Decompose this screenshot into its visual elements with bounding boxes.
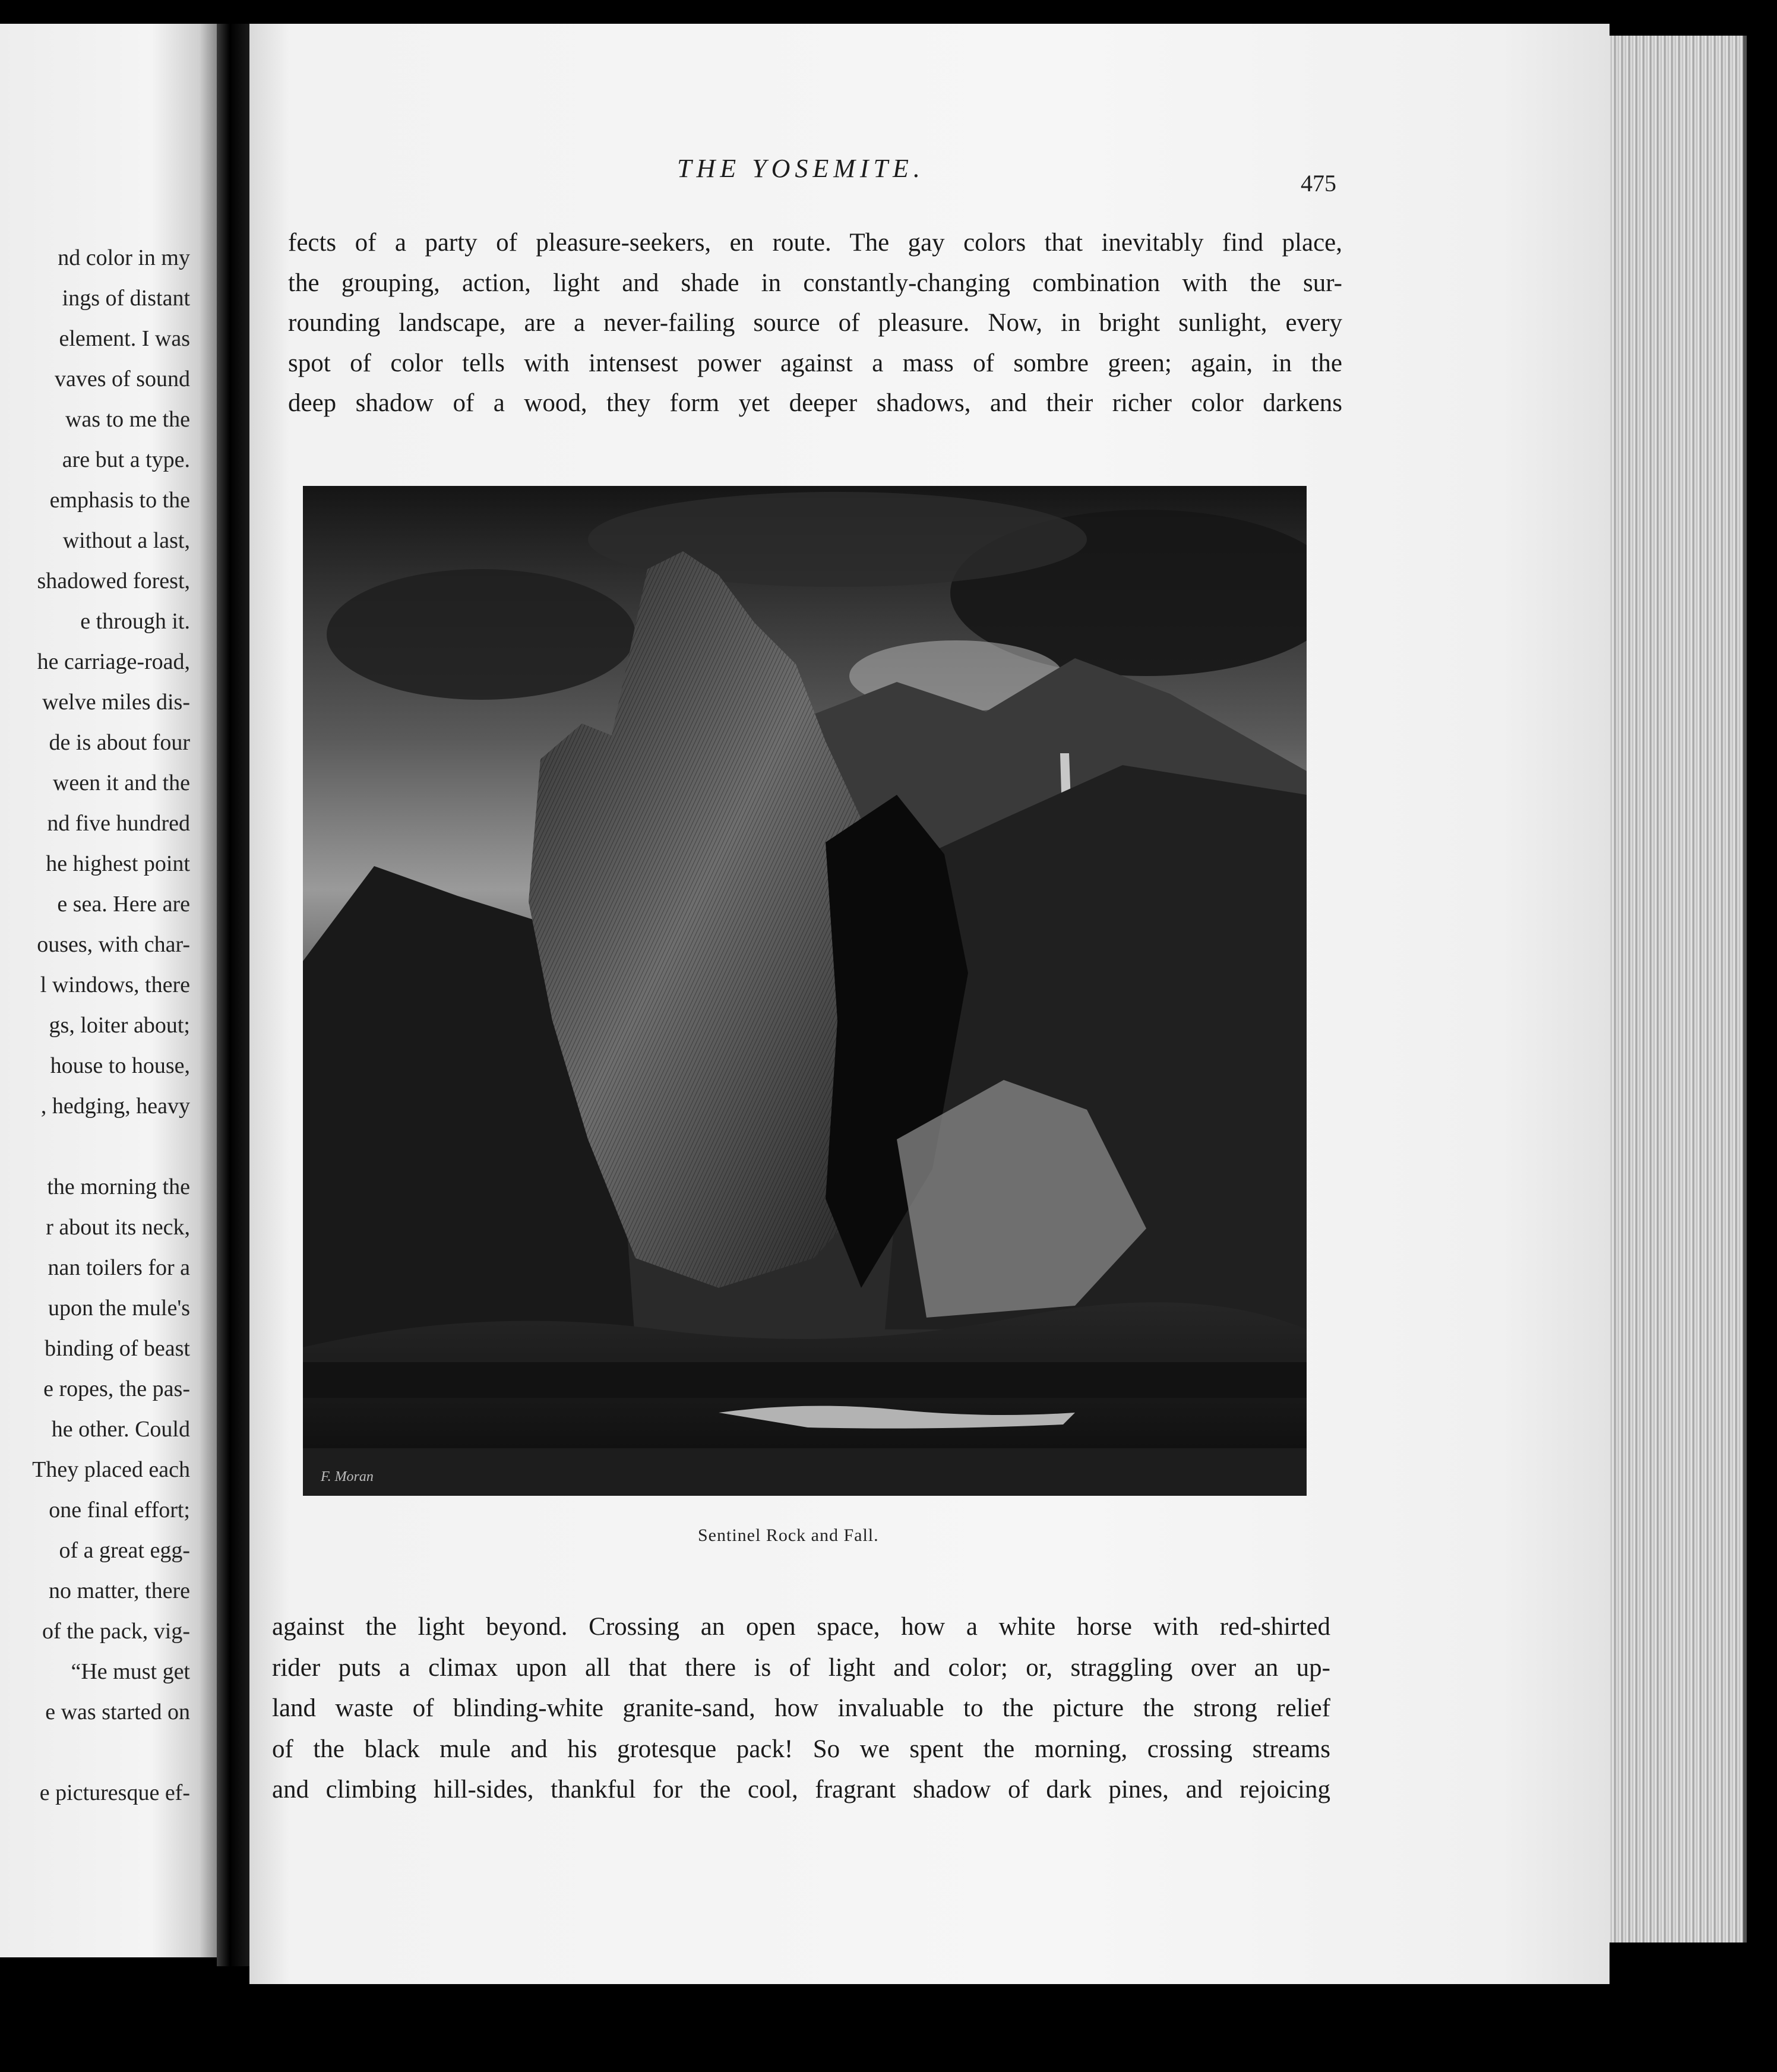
text-line: spot of color tells with intensest power against a mass of sombre green; again, in the bbox=[288, 349, 1342, 377]
paragraph-top bbox=[288, 223, 1342, 424]
text-line: and climbing hill-sides, thankful for the cool, fragrant shadow of dark pines, and rejoicing bbox=[272, 1776, 1330, 1803]
left-page-line: They placed each bbox=[32, 1457, 190, 1482]
left-page-line: emphasis to the bbox=[49, 488, 190, 513]
text-line: against the light beyond. Crossing an open space, how a white horse with red-shirted bbox=[272, 1613, 1330, 1641]
left-page-line: shadowed forest, bbox=[37, 568, 190, 593]
left-page-line: he other. Could bbox=[51, 1417, 190, 1442]
paragraph-bottom bbox=[272, 1607, 1330, 1811]
left-page-line: ween it and the bbox=[52, 770, 190, 795]
left-page-line: house to house, bbox=[50, 1053, 190, 1078]
left-page-line: de is about four bbox=[49, 730, 190, 755]
text-line: deep shadow of a wood, they form yet deeper shadows, and their richer color darkens bbox=[288, 389, 1342, 417]
left-page-line: the morning the bbox=[47, 1174, 190, 1199]
left-page-line bbox=[0, 1126, 190, 1167]
left-page-text bbox=[0, 238, 190, 1813]
storm-cloud bbox=[327, 569, 635, 700]
left-page-line: e picturesque ef- bbox=[39, 1780, 190, 1805]
left-facing-page bbox=[0, 24, 217, 1957]
left-page-line: ouses, with char- bbox=[37, 932, 190, 957]
left-page-line: ings of distant bbox=[62, 286, 190, 311]
left-page-line: e ropes, the pas- bbox=[43, 1376, 190, 1401]
left-page-line: he carriage-road, bbox=[37, 649, 190, 674]
text-line: land waste of blinding-white granite-sand, how invaluable to the picture the strong relief bbox=[272, 1694, 1330, 1722]
left-page-line: element. I was bbox=[59, 326, 190, 351]
running-title: THE YOSEMITE. bbox=[677, 154, 925, 183]
left-page-line: vaves of sound bbox=[55, 367, 190, 391]
book-gutter bbox=[217, 24, 249, 1966]
left-page-line: nd five hundred bbox=[47, 811, 190, 836]
page-number: 475 bbox=[1301, 170, 1336, 197]
left-page-line: r about its neck, bbox=[46, 1215, 190, 1240]
left-page-line: without a last, bbox=[62, 528, 190, 553]
left-page-line: upon the mule's bbox=[48, 1296, 190, 1321]
page-edges bbox=[1610, 36, 1747, 1943]
left-page-line: gs, loiter about; bbox=[49, 1013, 190, 1038]
left-page-line: nan toilers for a bbox=[48, 1255, 190, 1280]
text-line: fects of a party of pleasure-seekers, en route. The gay colors that inevitably find place, bbox=[288, 229, 1342, 257]
left-page-line: e through it. bbox=[80, 609, 190, 634]
left-page-line: are but a type. bbox=[62, 447, 190, 472]
left-page-line: no matter, there bbox=[49, 1578, 190, 1603]
figure-caption: Sentinel Rock and Fall. bbox=[698, 1525, 879, 1545]
left-page-line bbox=[0, 1732, 190, 1773]
left-page-line: , hedging, heavy bbox=[40, 1094, 190, 1119]
left-page-line: nd color in my bbox=[58, 245, 190, 270]
left-page-line: e sea. Here are bbox=[57, 892, 190, 917]
left-page-line: was to me the bbox=[65, 407, 190, 432]
artist-signature: F. Moran bbox=[321, 1469, 374, 1484]
left-page-line: binding of beast bbox=[45, 1336, 190, 1361]
text-line: the grouping, action, light and shade in constantly-changing combination with the sur- bbox=[288, 269, 1342, 297]
text-line: rider puts a climax upon all that there is of light and color; or, straggling over an up- bbox=[272, 1653, 1330, 1682]
foreground-meadow bbox=[303, 1448, 1307, 1496]
left-page-line: of the pack, vig- bbox=[42, 1619, 190, 1644]
left-page-line: “He must get bbox=[71, 1659, 190, 1684]
left-page-line: welve miles dis- bbox=[42, 690, 190, 715]
left-page-line: e was started on bbox=[45, 1700, 190, 1724]
left-page-line: l windows, there bbox=[40, 972, 190, 997]
text-line: rounding landscape, are a never-failing source of pleasure. Now, in bright sunlight, every bbox=[288, 309, 1342, 337]
tree-line bbox=[303, 1362, 1307, 1398]
engraving-illustration bbox=[303, 486, 1307, 1496]
left-page-line: of a great egg- bbox=[59, 1538, 190, 1563]
engraving-sentinel-rock bbox=[303, 486, 1307, 1496]
text-line: of the black mule and his grotesque pack! So we spent the morning, crossing streams bbox=[272, 1735, 1330, 1763]
left-page-line: he highest point bbox=[46, 851, 190, 876]
left-page-line: one final effort; bbox=[49, 1498, 190, 1523]
